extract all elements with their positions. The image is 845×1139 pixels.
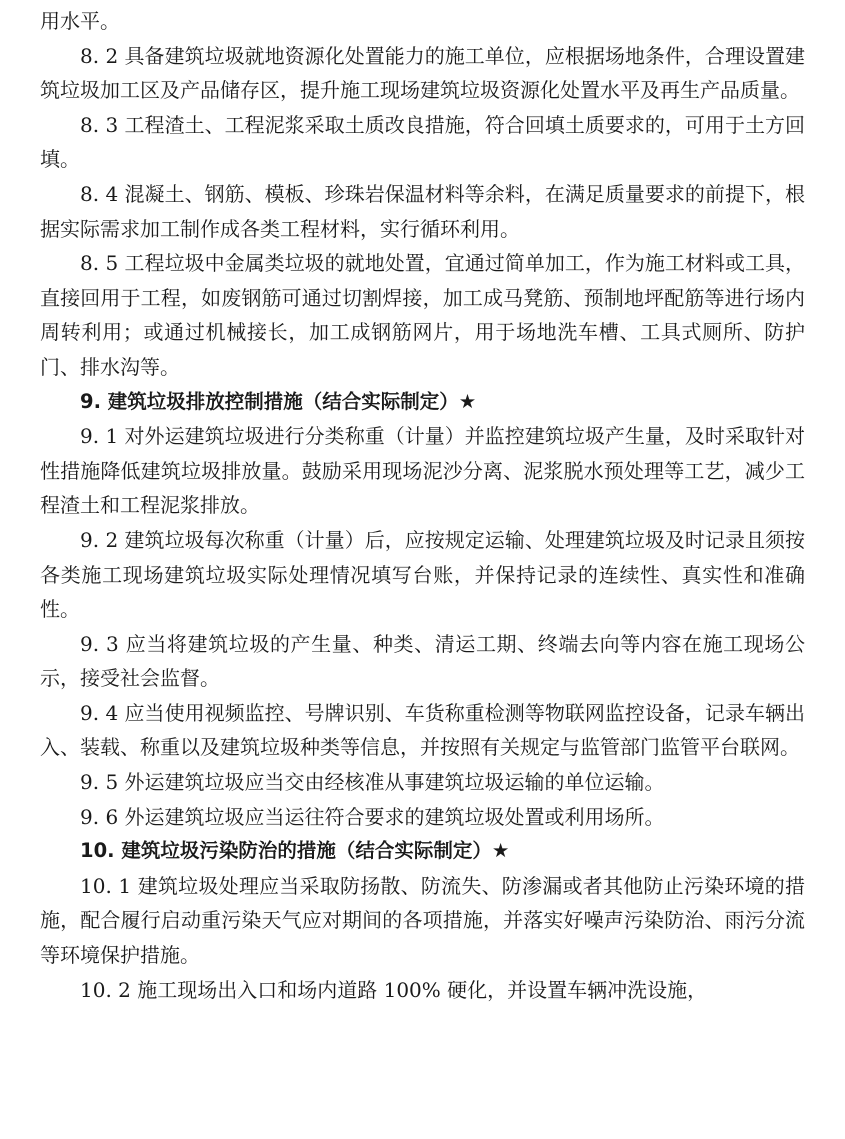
clause-10-2: 10. 2 施工现场出入口和场内道路 100% 硬化，并设置车辆冲洗设施， (80, 977, 708, 1002)
document-page (40, 4, 805, 1007)
clause-8-2: 8. 2 具备建筑垃圾就地资源化处置能力的施工单位，应根据场地条件，合理设置建筑垃圾加工区及产品储存区，提升施工现场建筑垃圾资源化处置水平及再生产品质量。 (40, 43, 805, 103)
clause-9-6: 9. 6 外运建筑垃圾应当运往符合要求的建筑垃圾处置或利用场所。 (80, 804, 665, 829)
clause-9-5: 9. 5 外运建筑垃圾应当交由经核准从事建筑垃圾运输的单位运输。 (80, 770, 665, 795)
clause-9-3: 9. 3 应当将建筑垃圾的产生量、种类、清运工期、终端去向等内容在施工现场公示，接受社会监督。 (40, 631, 805, 691)
clause-9-4: 9. 4 应当使用视频监控、号牌识别、车货称重检测等物联网监控设备，记录车辆出入、装载、称重以及建筑垃圾种类等信息，并按照有关规定与监管部门监管平台联网。 (40, 700, 805, 760)
clause-9-1: 9. 1 对外运建筑垃圾进行分类称重（计量）并监控建筑垃圾产生量，及时采取针对性措施降低建筑垃圾排放量。鼓励采用现场泥沙分离、泥浆脱水预处理等工艺，减少工程渣土和工程泥浆排放。 (40, 424, 805, 518)
clause-8-5: 8. 5 工程垃圾中金属类垃圾的就地处置，宜通过简单加工，作为施工材料或工具，直接回用于工程，如废钢筋可通过切割焊接，加工成马凳筋、预制地坪配筋等进行场内周转利用；或通过机械接长，加工成钢筋网片，用于场地洗车槽、工具式厕所、防护门、排水沟等。 (40, 251, 805, 379)
clause-10-1: 10. 1 建筑垃圾处理应当采取防扬散、防流失、防渗漏或者其他防止污染环境的措施，配合履行启动重污染天气应对期间的各项措施，并落实好噪声污染防治、雨污分流等环境保护措施。 (40, 873, 805, 968)
paragraph-continuation: 用水平。 (40, 9, 120, 33)
clause-8-4: 8. 4 混凝土、钢筋、模板、珍珠岩保温材料等余料，在满足质量要求的前提下，根据实际需求加工制作成各类工程材料，实行循环利用。 (40, 181, 805, 241)
section-heading-10: 10. 建筑垃圾污染防治的措施（结合实际制定）★ (80, 839, 510, 863)
clause-8-3: 8. 3 工程渣土、工程泥浆采取土质改良措施，符合回填土质要求的，可用于土方回填。 (40, 112, 805, 172)
clause-9-2: 9. 2 建筑垃圾每次称重（计量）后，应按规定运输、处理建筑垃圾及时记录且须按各类施工现场建筑垃圾实际处理情况填写台账，并保持记录的连续性、真实性和准确性。 (40, 527, 805, 622)
section-heading-9: 9. 建筑垃圾排放控制措施（结合实际制定）★ (80, 389, 477, 413)
